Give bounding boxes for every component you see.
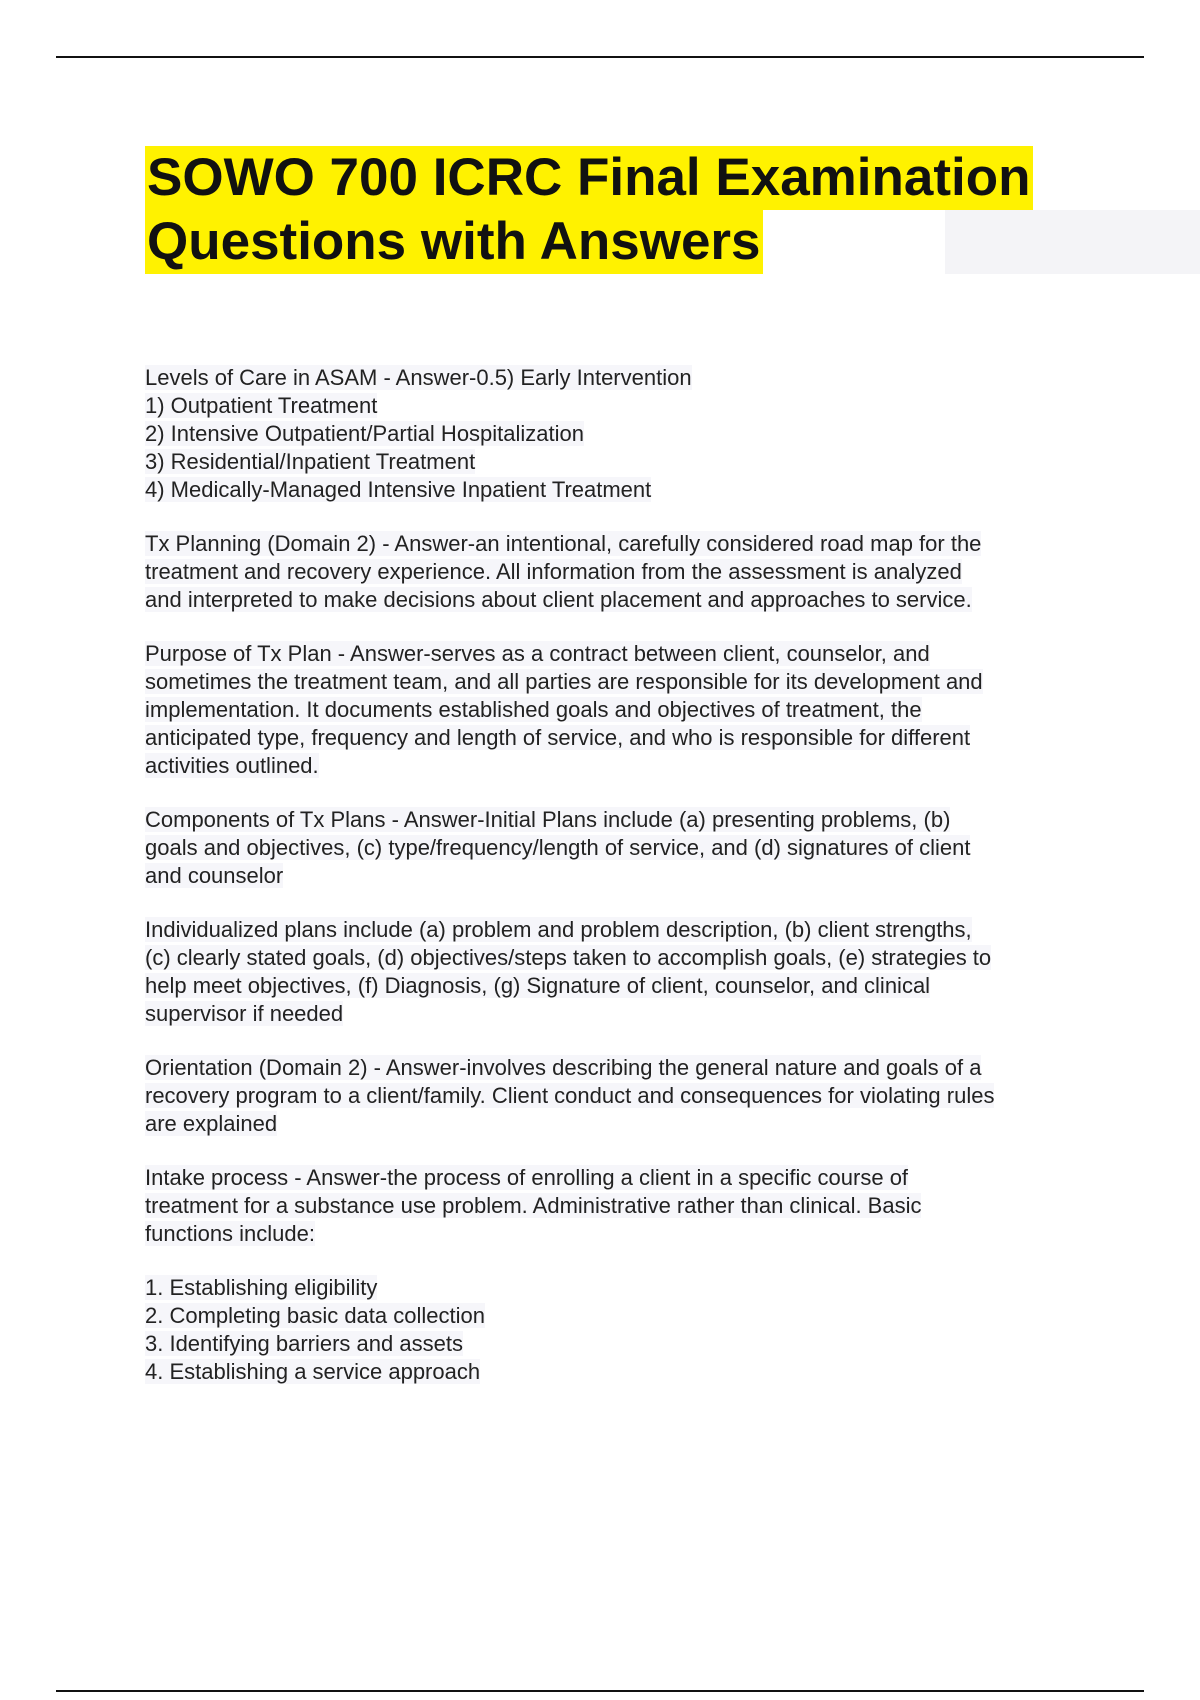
title-line-1: SOWO 700 ICRC Final Examination (145, 146, 1033, 210)
text-line-content: activities outlined. (145, 753, 319, 778)
top-rule (56, 56, 1144, 58)
text-line-content: Individualized plans include (a) problem and problem description, (b) client strengths, (145, 917, 972, 942)
text-line-content: Tx Planning (Domain 2) - Answer-an intentional, carefully considered road map for the (145, 531, 982, 556)
text-line (145, 448, 1085, 476)
qa-paragraph (145, 1274, 1085, 1386)
text-line (145, 640, 1085, 668)
text-line (145, 420, 1085, 448)
title-line-2: Questions with Answers (145, 210, 763, 274)
qa-paragraph (145, 530, 1085, 614)
qa-paragraph (145, 1164, 1085, 1248)
qa-paragraph (145, 806, 1085, 890)
text-line (145, 944, 1085, 972)
text-line (145, 862, 1085, 890)
text-line-content: and interpreted to make decisions about client placement and approaches to service. (145, 587, 972, 612)
text-line (145, 696, 1085, 724)
text-line-content: Orientation (Domain 2) - Answer-involves describing the general nature and goals of a (145, 1055, 982, 1080)
text-line (145, 530, 1085, 558)
bottom-rule (56, 1690, 1144, 1692)
text-line-content: Intake process - Answer-the process of enrolling a client in a specific course of (145, 1165, 909, 1190)
text-line (145, 1164, 1085, 1192)
text-line-content: implementation. It documents established goals and objectives of treatment, the (145, 697, 922, 722)
text-line-content: 4) Medically-Managed Intensive Inpatient Treatment (145, 477, 652, 502)
text-line-content: are explained (145, 1111, 278, 1136)
qa-paragraph (145, 364, 1085, 504)
text-line-content: supervisor if needed (145, 1001, 344, 1026)
text-line (145, 752, 1085, 780)
text-line (145, 1054, 1085, 1082)
text-line-content: Purpose of Tx Plan - Answer-serves as a contract between client, counselor, and (145, 641, 930, 666)
document-title (145, 146, 1095, 274)
text-line (145, 668, 1085, 696)
text-line (145, 1192, 1085, 1220)
text-line-content: goals and objectives, (c) type/frequency/length of service, and (d) signatures of client (145, 835, 971, 860)
text-line (145, 972, 1085, 1000)
text-line (145, 916, 1085, 944)
qa-paragraph (145, 1054, 1085, 1138)
text-line (145, 1110, 1085, 1138)
text-line-content: 3. Identifying barriers and assets (145, 1331, 463, 1356)
text-line (145, 724, 1085, 752)
text-line-content: Levels of Care in ASAM - Answer-0.5) Early Intervention (145, 365, 692, 390)
text-line (145, 1358, 1085, 1386)
text-line (145, 806, 1085, 834)
text-line (145, 834, 1085, 862)
text-line-content: and counselor (145, 863, 284, 888)
text-line-content: 1. Establishing eligibility (145, 1275, 378, 1300)
text-line-content: Components of Tx Plans - Answer-Initial Plans include (a) presenting problems, (b) (145, 807, 951, 832)
text-line-content: recovery program to a client/family. Client conduct and consequences for violating rules (145, 1083, 995, 1108)
text-line (145, 1220, 1085, 1248)
qa-paragraph (145, 916, 1085, 1028)
text-line-content: anticipated type, frequency and length of service, and who is responsible for different (145, 725, 971, 750)
text-line-content: 2) Intensive Outpatient/Partial Hospitalization (145, 421, 585, 446)
qa-paragraph (145, 640, 1085, 780)
text-line-content: 1) Outpatient Treatment (145, 393, 378, 418)
text-line (145, 1302, 1085, 1330)
text-line-content: (c) clearly stated goals, (d) objectives/steps taken to accomplish goals, (e) strategies to (145, 945, 992, 970)
text-line-content: functions include: (145, 1221, 315, 1246)
document-body (145, 364, 1085, 1412)
text-line (145, 364, 1085, 392)
text-line-content: 3) Residential/Inpatient Treatment (145, 449, 476, 474)
text-line (145, 476, 1085, 504)
text-line (145, 1082, 1085, 1110)
text-line-content: 2. Completing basic data collection (145, 1303, 485, 1328)
text-line (145, 1274, 1085, 1302)
text-line-content: treatment for a substance use problem. Administrative rather than clinical. Basic (145, 1193, 922, 1218)
text-line-content: treatment and recovery experience. All information from the assessment is analyzed (145, 559, 962, 584)
text-line (145, 1330, 1085, 1358)
text-line (145, 1000, 1085, 1028)
text-line (145, 392, 1085, 420)
text-line-content: help meet objectives, (f) Diagnosis, (g) Signature of client, counselor, and clinical (145, 973, 931, 998)
text-line (145, 558, 1085, 586)
text-line-content: sometimes the treatment team, and all parties are responsible for its development and (145, 669, 983, 694)
text-line (145, 586, 1085, 614)
text-line-content: 4. Establishing a service approach (145, 1359, 481, 1384)
